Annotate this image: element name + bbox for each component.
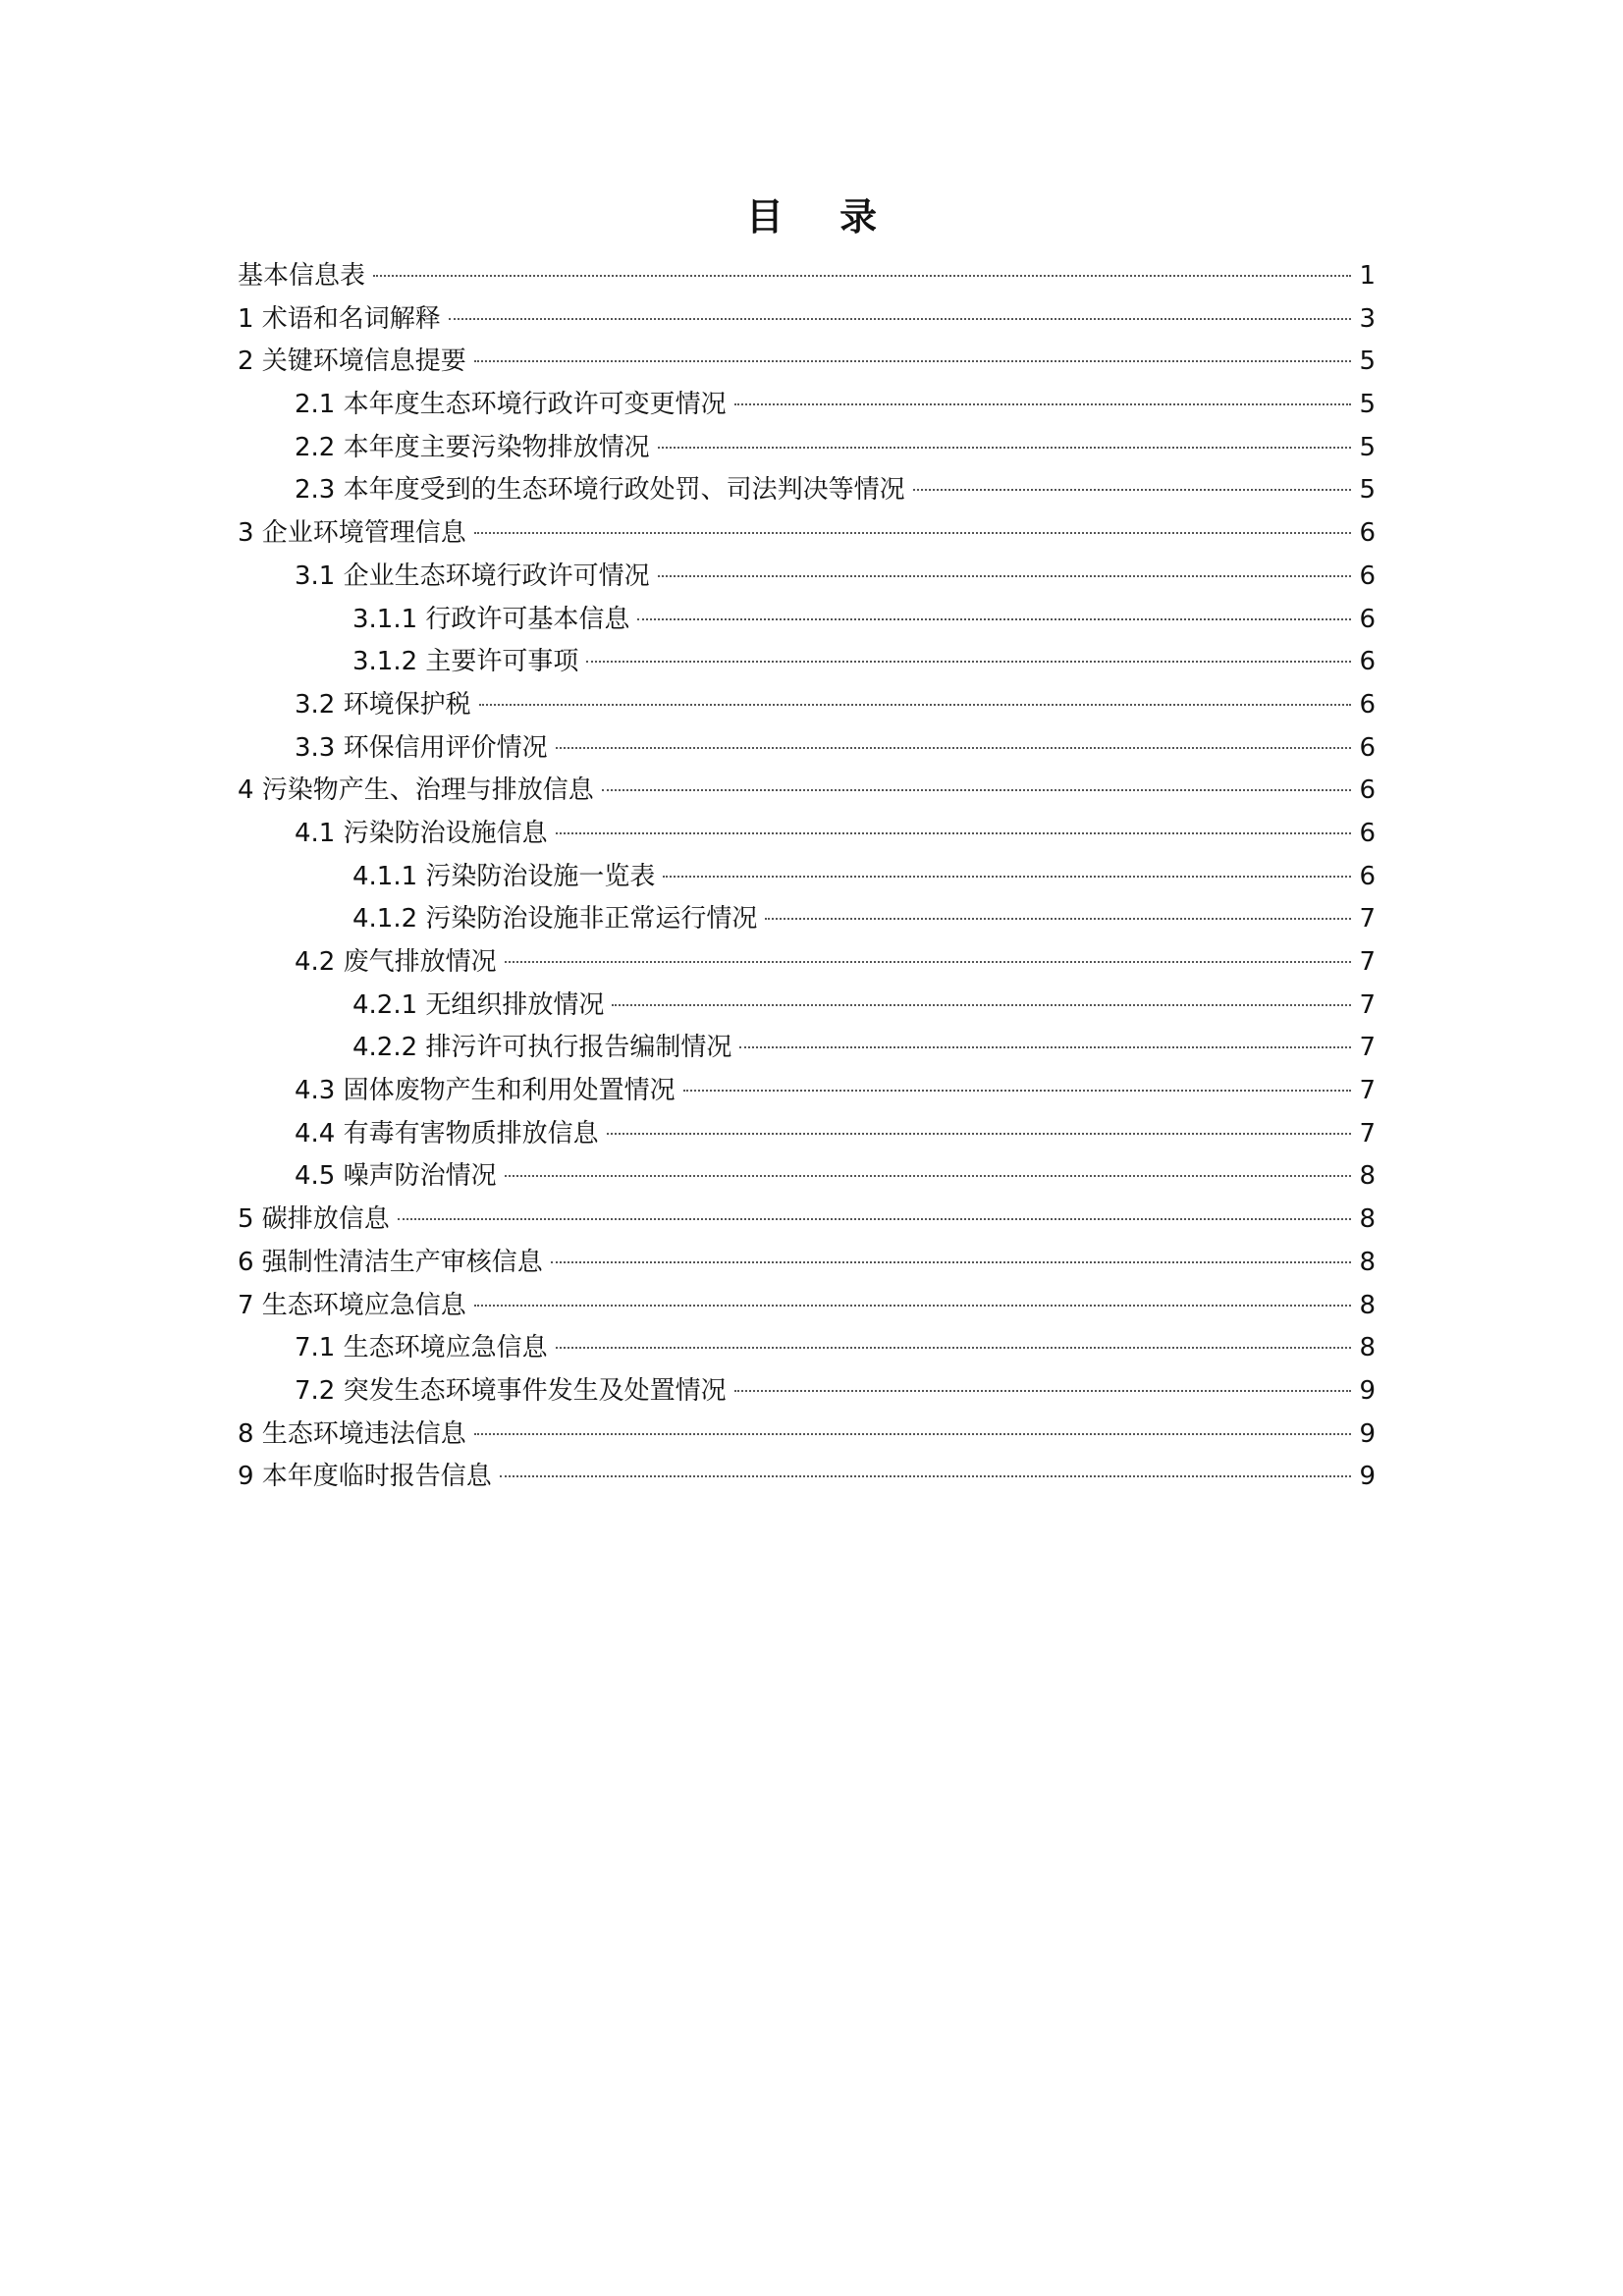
toc-entry[interactable] xyxy=(238,985,1376,1028)
toc-entry-title: 4.2.1 无组织排放情况 xyxy=(352,989,605,1020)
toc-entry[interactable] xyxy=(238,556,1376,599)
toc-dot-leader xyxy=(474,1433,1352,1435)
toc-entry-title: 4.3 固体废物产生和利用处置情况 xyxy=(295,1076,676,1106)
toc-dot-leader xyxy=(474,360,1352,362)
toc-entry[interactable] xyxy=(238,856,1376,899)
toc-entry-title: 4.1 污染防治设施信息 xyxy=(295,818,548,848)
toc-entry[interactable] xyxy=(238,599,1376,642)
toc-entry-page-number: 3 xyxy=(1359,303,1376,334)
toc-dot-leader xyxy=(500,1475,1352,1477)
toc-dot-leader xyxy=(612,1004,1351,1006)
toc-entry-page-number: 7 xyxy=(1359,1076,1376,1106)
toc-dot-leader xyxy=(913,489,1352,491)
toc-dot-leader xyxy=(505,1175,1352,1177)
toc-entry-title: 1 术语和名词解释 xyxy=(238,303,441,334)
toc-entry[interactable] xyxy=(238,1456,1376,1499)
toc-entry-title: 7.2 突发生态环境事件发生及处置情况 xyxy=(295,1375,727,1406)
toc-dot-leader xyxy=(474,1305,1352,1307)
toc-entry[interactable] xyxy=(238,898,1376,941)
toc-dot-leader xyxy=(551,1261,1352,1263)
toc-entry-title: 4.4 有毒有害物质排放信息 xyxy=(295,1118,599,1148)
toc-entry[interactable] xyxy=(238,427,1376,470)
toc-dot-leader xyxy=(556,1347,1352,1349)
toc-entry-title: 3.3 环保信用评价情况 xyxy=(295,732,548,763)
toc-entry-title: 3 企业环境管理信息 xyxy=(238,518,466,549)
toc-dot-leader xyxy=(474,532,1352,534)
toc-entry-page-number: 9 xyxy=(1359,1462,1376,1492)
toc-entry-page-number: 7 xyxy=(1359,947,1376,977)
toc-entry-page-number: 1 xyxy=(1359,261,1376,291)
toc-entry-page-number: 6 xyxy=(1359,775,1376,806)
toc-title: 目 录 xyxy=(745,195,899,239)
toc-entry-title: 4.2.2 排污许可执行报告编制情况 xyxy=(352,1033,732,1063)
toc-dot-leader xyxy=(683,1090,1352,1092)
toc-entry-title: 7 生态环境应急信息 xyxy=(238,1290,466,1320)
toc-entry-title: 3.1.1 行政许可基本信息 xyxy=(352,604,630,634)
toc-entry-title: 3.2 环境保护税 xyxy=(295,689,471,720)
toc-entry-title: 9 本年度临时报告信息 xyxy=(238,1462,492,1492)
toc-dot-leader xyxy=(449,318,1352,320)
toc-entry-title: 7.1 生态环境应急信息 xyxy=(295,1333,548,1363)
toc-entry-title: 6 强制性清洁生产审核信息 xyxy=(238,1247,543,1277)
toc-entry-title: 4.5 噪声防治情况 xyxy=(295,1161,497,1192)
toc-entry-page-number: 6 xyxy=(1359,561,1376,591)
toc-entry-title: 4.1.1 污染防治设施一览表 xyxy=(352,861,656,891)
toc-entry[interactable] xyxy=(238,1199,1376,1242)
toc-dot-leader xyxy=(658,575,1352,577)
toc-entry[interactable] xyxy=(238,1370,1376,1414)
toc-dot-leader xyxy=(607,1133,1352,1135)
toc-entry-title: 4.2 废气排放情况 xyxy=(295,947,497,977)
toc-entry[interactable] xyxy=(238,1285,1376,1328)
toc-entry-page-number: 5 xyxy=(1359,475,1376,506)
toc-entry[interactable] xyxy=(238,1155,1376,1199)
toc-entry-page-number: 7 xyxy=(1359,989,1376,1020)
toc-entry-page-number: 8 xyxy=(1359,1204,1376,1235)
toc-entry[interactable] xyxy=(238,384,1376,427)
toc-dot-leader xyxy=(739,1046,1351,1048)
toc-dot-leader xyxy=(505,961,1352,963)
toc-entry-page-number: 6 xyxy=(1359,818,1376,848)
toc-entry-title: 基本信息表 xyxy=(238,261,366,291)
toc-entry-title: 4.1.2 污染防治设施非正常运行情况 xyxy=(352,904,758,934)
toc-entry-page-number: 8 xyxy=(1359,1161,1376,1192)
toc-entry[interactable] xyxy=(238,941,1376,985)
toc-entry-page-number: 6 xyxy=(1359,518,1376,549)
toc-entry-title: 3.1 企业生态环境行政许可情况 xyxy=(295,561,650,591)
toc-dot-leader xyxy=(373,275,1351,277)
toc-entry[interactable] xyxy=(238,255,1376,298)
toc-entry-title: 4 污染物产生、治理与排放信息 xyxy=(238,775,594,806)
toc-dot-leader xyxy=(658,447,1352,449)
toc-entry[interactable] xyxy=(238,1242,1376,1285)
toc-entry-page-number: 6 xyxy=(1359,604,1376,634)
toc-dot-leader xyxy=(663,876,1351,878)
toc-entry-title: 2 关键环境信息提要 xyxy=(238,347,466,377)
toc-entry-page-number: 6 xyxy=(1359,861,1376,891)
table-of-contents xyxy=(238,255,1376,1499)
toc-entry-page-number: 5 xyxy=(1359,347,1376,377)
toc-entry-page-number: 6 xyxy=(1359,647,1376,677)
toc-dot-leader xyxy=(398,1218,1352,1220)
toc-entry-page-number: 8 xyxy=(1359,1290,1376,1320)
toc-entry[interactable] xyxy=(238,727,1376,771)
toc-entry-page-number: 6 xyxy=(1359,732,1376,763)
toc-dot-leader xyxy=(602,789,1352,791)
toc-entry[interactable] xyxy=(238,512,1376,556)
toc-dot-leader xyxy=(765,918,1351,920)
toc-entry-page-number: 5 xyxy=(1359,432,1376,462)
toc-entry[interactable] xyxy=(238,1113,1376,1156)
toc-entry-page-number: 8 xyxy=(1359,1247,1376,1277)
toc-dot-leader xyxy=(586,661,1351,663)
toc-entry-page-number: 6 xyxy=(1359,689,1376,720)
toc-entry[interactable] xyxy=(238,1414,1376,1457)
toc-entry-page-number: 8 xyxy=(1359,1333,1376,1363)
toc-entry-page-number: 7 xyxy=(1359,1033,1376,1063)
toc-dot-leader xyxy=(556,747,1352,749)
toc-entry-page-number: 7 xyxy=(1359,904,1376,934)
toc-entry[interactable] xyxy=(238,1327,1376,1370)
toc-dot-leader xyxy=(637,618,1351,620)
toc-entry-title: 2.3 本年度受到的生态环境行政处罚、司法判决等情况 xyxy=(295,475,905,506)
toc-entry-title: 8 生态环境违法信息 xyxy=(238,1418,466,1449)
toc-entry[interactable] xyxy=(238,1027,1376,1070)
toc-entry-title: 2.1 本年度生态环境行政许可变更情况 xyxy=(295,390,727,420)
toc-entry[interactable] xyxy=(238,684,1376,727)
toc-entry-page-number: 9 xyxy=(1359,1418,1376,1449)
toc-entry-title: 5 碳排放信息 xyxy=(238,1204,390,1235)
toc-dot-leader xyxy=(479,704,1352,706)
toc-entry[interactable] xyxy=(238,641,1376,684)
toc-entry-page-number: 7 xyxy=(1359,1118,1376,1148)
toc-entry[interactable] xyxy=(238,341,1376,384)
toc-entry[interactable] xyxy=(238,770,1376,813)
toc-entry[interactable] xyxy=(238,813,1376,856)
toc-entry[interactable] xyxy=(238,298,1376,342)
toc-dot-leader xyxy=(734,1390,1352,1392)
toc-entry-page-number: 9 xyxy=(1359,1375,1376,1406)
toc-entry-title: 3.1.2 主要许可事项 xyxy=(352,647,579,677)
toc-entry-title: 2.2 本年度主要污染物排放情况 xyxy=(295,432,650,462)
toc-entry[interactable] xyxy=(238,1070,1376,1113)
toc-dot-leader xyxy=(556,832,1352,834)
toc-dot-leader xyxy=(734,403,1352,405)
toc-entry[interactable] xyxy=(238,469,1376,512)
toc-entry-page-number: 5 xyxy=(1359,390,1376,420)
